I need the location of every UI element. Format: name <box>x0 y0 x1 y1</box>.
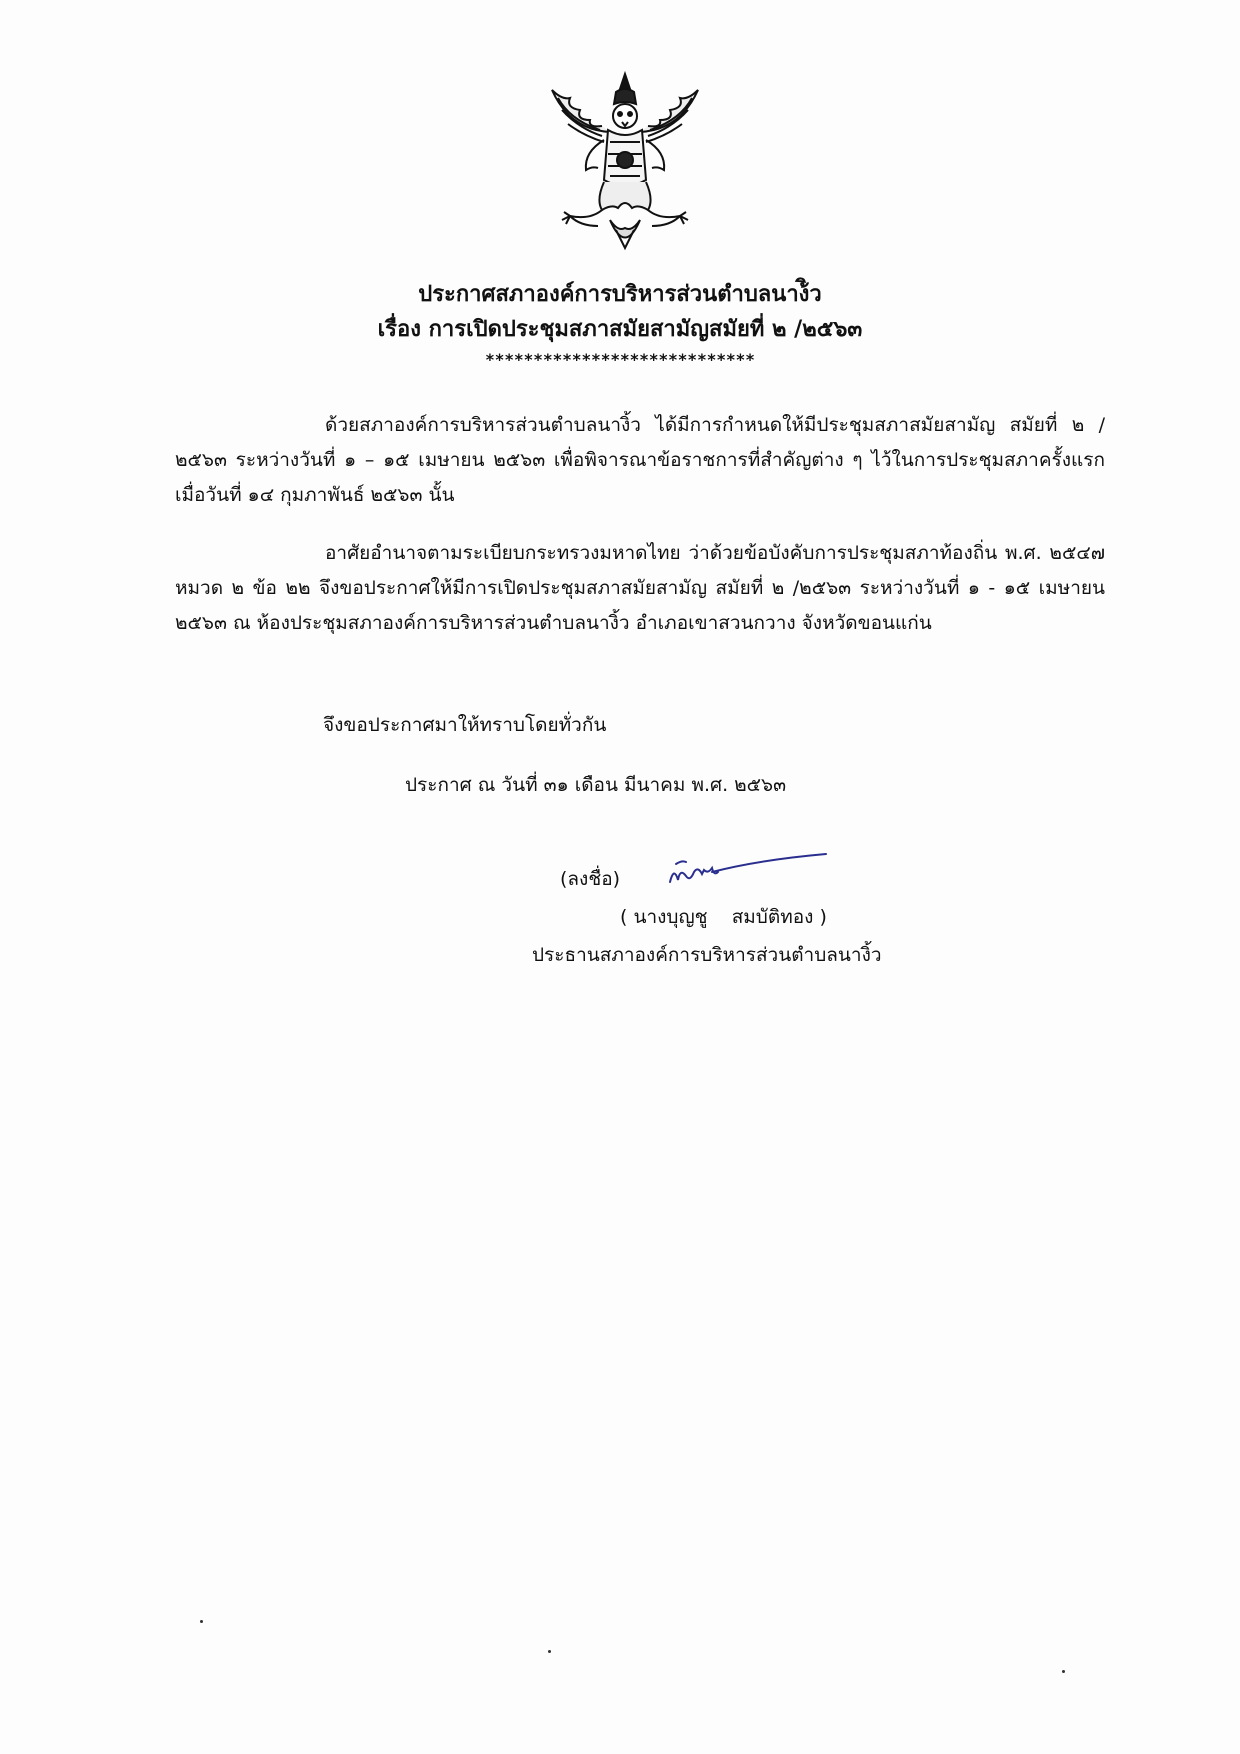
announcement-date: ประกาศ ณ วันที่ ๓๑ เดือน มีนาคม พ.ศ. ๒๕๖๓ <box>405 774 787 796</box>
document-title: ประกาศสภาองค์การบริหารส่วนตำบลนาง้ิว <box>418 282 822 307</box>
garuda-emblem-icon <box>540 70 710 255</box>
body-paragraph-3: จึงขอประกาศมาให้ทราบโดยทั่วกัน <box>323 714 607 736</box>
document-subject: เรื่อง การเปิดประชุมสภาสมัยสามัญสมัยที่ ๒ /๒๕๖๓ <box>377 317 863 342</box>
paragraph-2-text: อาศัยอำนาจตามระเบียบกระทรวงมหาดไทย ว่าด้วยข้อบังคับการประชุมสภาท้องถิ่น พ.ศ. ๒๕๔๗ หมวด ๒ ข้อ ๒๒ จึงขอประกาศให้มีการเปิดประชุมสภาสมัยสามัญ สมัยที่ ๒ /๒๕๖๓ ระหว่างวันที่ ๑ - ๑๕ เมษายน ๒๕๖๓ ณ ห้องประชุมสภาองค์การบริหารส่วนตำบลนางิ้ว อำเภอเขาสวนกวาง จังหวัดขอนแก่น <box>175 542 1105 634</box>
signatory-position: ประธานสภาองค์การบริหารส่วนตำบลนางิ้ว <box>532 944 882 966</box>
title-separator: **************************** <box>485 350 755 369</box>
body-paragraph-1 <box>175 408 1105 513</box>
scan-speck <box>1062 1670 1065 1673</box>
body-paragraph-2 <box>175 536 1105 641</box>
scan-speck <box>548 1650 551 1653</box>
paragraph-1-text: ด้วยสภาองค์การบริหารส่วนตำบลนางิ้ว ได้มีการกำหนดให้มีประชุมสภาสมัยสามัญ สมัยที่ ๒ /๒๕๖๓ ระหว่างวันที่ ๑ – ๑๕ เมษายน ๒๕๖๓ เพื่อพิจารณาข้อราชการที่สำคัญต่าง ๆ ไว้ในการประชุมสภาครั้งแรก เมื่อวันที่ ๑๔ กุมภาพันธ์ ๒๕๖๓ นั้น <box>175 414 1105 506</box>
scan-speck <box>200 1620 203 1623</box>
handwritten-signature-icon <box>668 852 828 892</box>
signature-label: (ลงชื่อ) <box>560 868 621 890</box>
signatory-name: ( นางบุญชู สมบัติทอง ) <box>620 906 827 928</box>
